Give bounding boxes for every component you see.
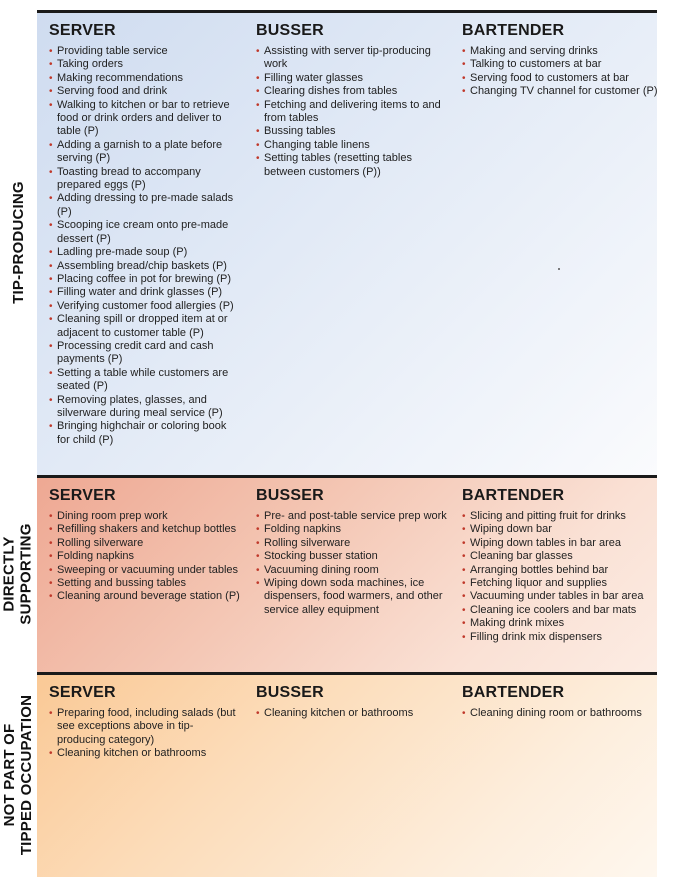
list-item: • Changing table linens (256, 139, 452, 152)
list-item: • Toasting bread to accompany prepared eggs (P) (49, 166, 241, 193)
list-item: • Sweeping or vacuuming under tables (49, 564, 241, 577)
list-item: • Ladling pre-made soup (P) (49, 246, 241, 259)
list-item: • Providing table service (49, 45, 241, 58)
bartender-column (462, 486, 662, 644)
list-item: • Filling water and drink glasses (P) (49, 286, 241, 299)
section-body (37, 10, 657, 475)
section-tip-producing (0, 10, 673, 475)
column-title: BARTENDER (462, 22, 565, 39)
list-item: • Cleaning bar glasses (462, 550, 662, 563)
duty-list (256, 707, 452, 720)
list-item: • Scooping ice cream onto pre-made dessert (P) (49, 219, 241, 246)
list-item: • Filling drink mix dispensers (462, 631, 662, 644)
section-label-line: NOT PART OF (1, 723, 19, 826)
duty-list (462, 707, 662, 720)
busser-column (256, 486, 452, 617)
list-item: • Cleaning around beverage station (P) (49, 590, 241, 603)
section-not-part-of-tipped-occupation (0, 672, 673, 877)
list-item: • Making recommendations (49, 72, 241, 85)
section-body (37, 672, 657, 877)
duty-list (256, 510, 452, 617)
list-item: • Setting tables (resetting tables between customers (P)) (256, 152, 452, 179)
list-item: • Making drink mixes (462, 617, 662, 630)
list-item: • Rolling silverware (49, 537, 241, 550)
column-title: BUSSER (256, 22, 324, 39)
section-label-line: TIPPED OCCUPATION (18, 694, 36, 855)
server-column (49, 683, 241, 761)
duty-list (256, 45, 452, 179)
list-item: • Cleaning kitchen or bathrooms (49, 747, 241, 760)
section-label (0, 475, 36, 672)
list-item: • Verifying customer food allergies (P) (49, 300, 241, 313)
stray-dot (558, 268, 560, 270)
list-item: • Folding napkins (49, 550, 241, 563)
column-title: BUSSER (256, 684, 324, 701)
list-item: • Preparing food, including salads (but see exceptions above in tip-producing category) (49, 707, 241, 747)
section-body (37, 475, 657, 672)
list-item: • Fetching and delivering items to and from tables (256, 99, 452, 126)
duty-list (49, 707, 241, 761)
list-item: • Wiping down tables in bar area (462, 537, 662, 550)
bartender-column (462, 21, 662, 99)
list-item: • Folding napkins (256, 523, 452, 536)
section-label-line: TIP-PRODUCING (9, 181, 27, 304)
list-item: • Vacuuming dining room (256, 564, 452, 577)
server-column (49, 486, 241, 604)
section-label (0, 10, 36, 475)
list-item: • Making and serving drinks (462, 45, 662, 58)
list-item: • Vacuuming under tables in bar area (462, 590, 662, 603)
list-item: • Cleaning kitchen or bathrooms (256, 707, 452, 720)
list-item: • Pre- and post-table service prep work (256, 510, 452, 523)
list-item: • Cleaning spill or dropped item at or adjacent to customer table (P) (49, 313, 241, 340)
list-item: • Wiping down bar (462, 523, 662, 536)
list-item: • Slicing and pitting fruit for drinks (462, 510, 662, 523)
list-item: • Adding a garnish to a plate before serving (P) (49, 139, 241, 166)
list-item: • Bringing highchair or coloring book for child (P) (49, 420, 241, 447)
column-title: SERVER (49, 684, 116, 701)
list-item: • Walking to kitchen or bar to retrieve food or drink orders and deliver to table (P) (49, 99, 241, 139)
list-item: • Processing credit card and cash payments (P) (49, 340, 241, 367)
list-item: • Changing TV channel for customer (P) (462, 85, 662, 98)
list-item: • Fetching liquor and supplies (462, 577, 662, 590)
list-item: • Taking orders (49, 58, 241, 71)
column-title: BARTENDER (462, 684, 565, 701)
section-label-line: SUPPORTING (18, 522, 35, 625)
list-item: • Talking to customers at bar (462, 58, 662, 71)
list-item: • Dining room prep work (49, 510, 241, 523)
column-title: BUSSER (256, 487, 324, 504)
list-item: • Cleaning ice coolers and bar mats (462, 604, 662, 617)
busser-column (256, 683, 452, 720)
list-item: • Refilling shakers and ketchup bottles (49, 523, 241, 536)
list-item: • Arranging bottles behind bar (462, 564, 662, 577)
column-title: SERVER (49, 22, 116, 39)
section-label-line: DIRECTLY (1, 535, 18, 612)
list-item: • Setting and bussing tables (49, 577, 241, 590)
column-title: BARTENDER (462, 487, 565, 504)
list-item: • Placing coffee in pot for brewing (P) (49, 273, 241, 286)
list-item: • Clearing dishes from tables (256, 85, 452, 98)
list-item: • Serving food to customers at bar (462, 72, 662, 85)
list-item: • Rolling silverware (256, 537, 452, 550)
list-item: • Assisting with server tip-producing work (256, 45, 452, 72)
duty-list (462, 45, 662, 99)
list-item: • Wiping down soda machines, ice dispensers, food warmers, and other service alley equipment (256, 577, 452, 617)
list-item: • Setting a table while customers are seated (P) (49, 367, 241, 394)
section-directly-supporting (0, 475, 673, 672)
list-item: • Cleaning dining room or bathrooms (462, 707, 662, 720)
duty-list (49, 510, 241, 604)
column-title: SERVER (49, 487, 116, 504)
list-item: • Filling water glasses (256, 72, 452, 85)
list-item: • Removing plates, glasses, and silverware during meal service (P) (49, 394, 241, 421)
list-item: • Bussing tables (256, 125, 452, 138)
list-item: • Stocking busser station (256, 550, 452, 563)
list-item: • Adding dressing to pre-made salads (P) (49, 192, 241, 219)
list-item: • Assembling bread/chip baskets (P) (49, 260, 241, 273)
section-label (0, 672, 36, 877)
duty-list (49, 45, 241, 447)
bartender-column (462, 683, 662, 720)
server-column (49, 21, 241, 447)
duty-list (462, 510, 662, 644)
busser-column (256, 21, 452, 179)
list-item: • Serving food and drink (49, 85, 241, 98)
